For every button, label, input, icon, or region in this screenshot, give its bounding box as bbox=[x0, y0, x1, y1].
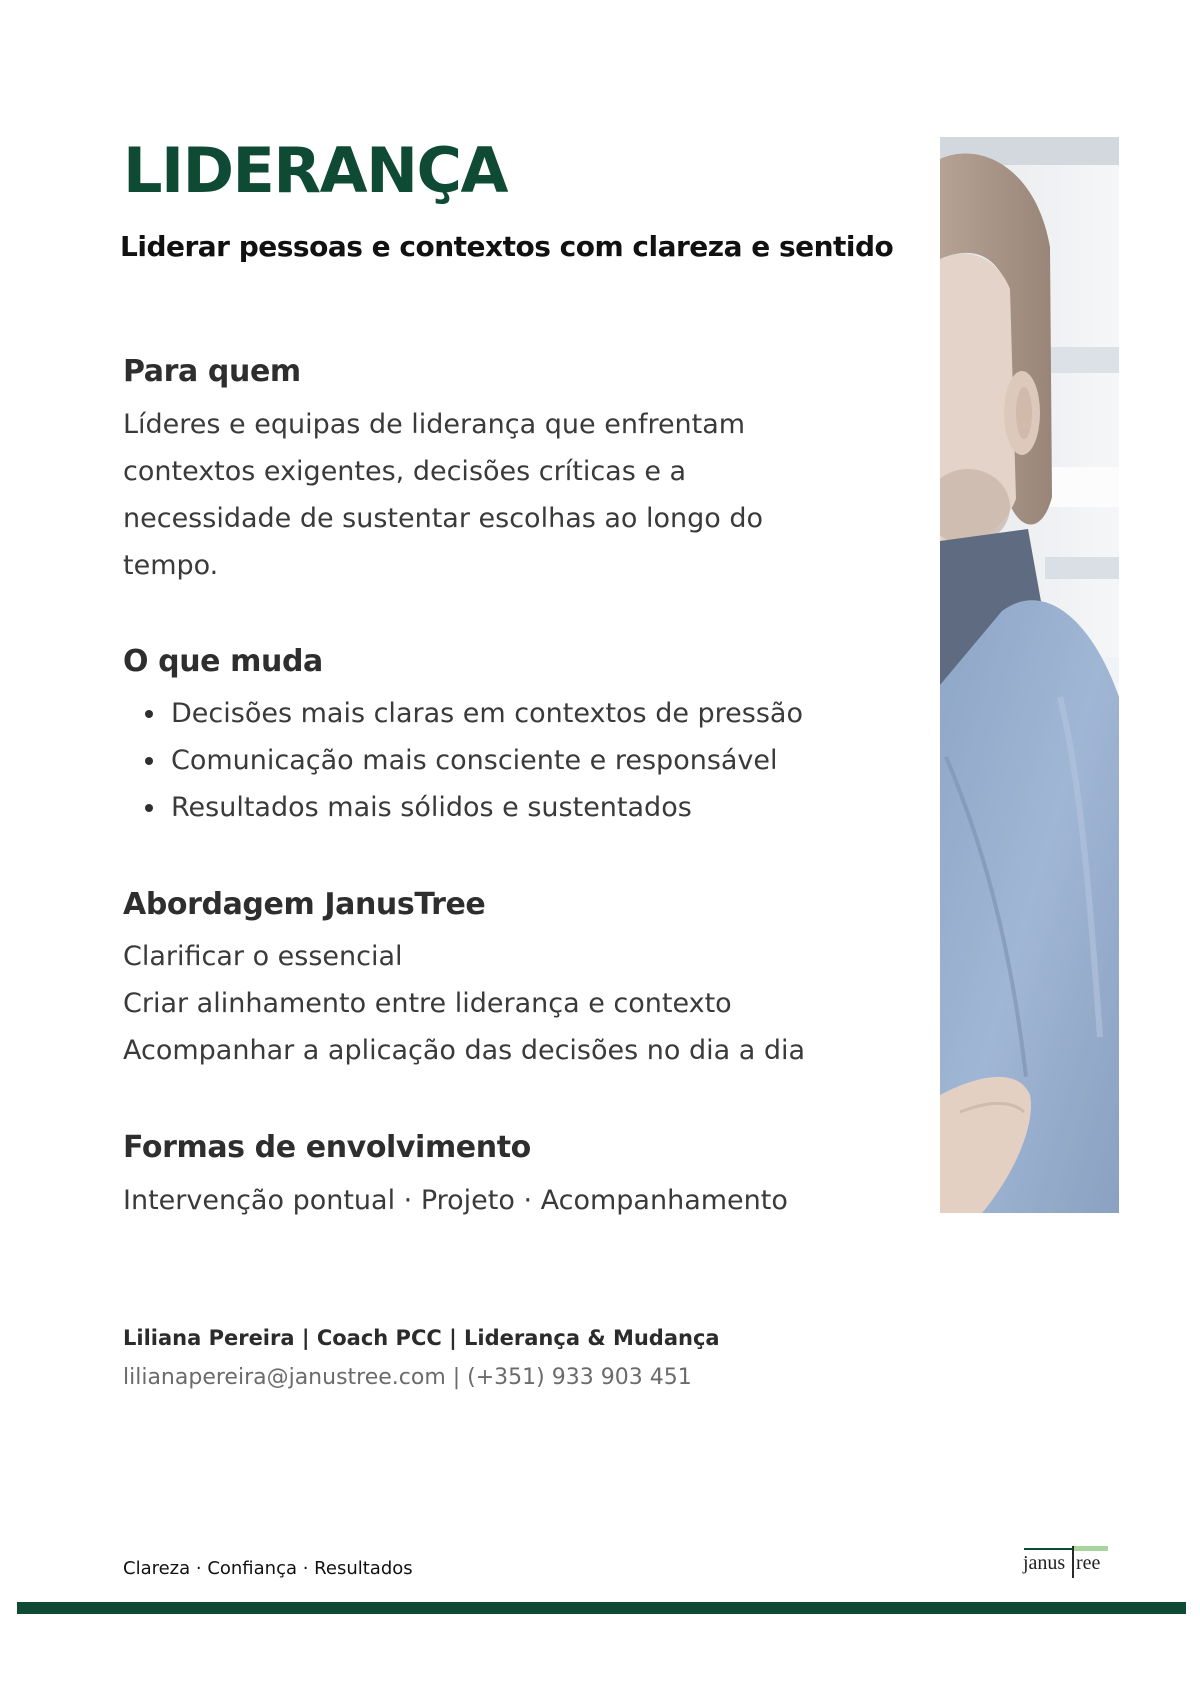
body-line: contextos exigentes, decisões críticas e a bbox=[123, 456, 687, 487]
body-line: tempo. bbox=[123, 550, 219, 581]
section-heading-abordagem: Abordagem JanusTree bbox=[123, 887, 486, 922]
footer-tagline: Clareza · Confiança · Resultados bbox=[123, 1558, 413, 1579]
bullet-icon bbox=[145, 804, 153, 812]
body-line: Clarificar o essencial bbox=[123, 941, 403, 972]
body-line: Criar alinhamento entre liderança e contexto bbox=[123, 988, 732, 1019]
section-body-para-quem bbox=[123, 401, 763, 589]
contact-details-line: lilianapereira@janustree.com | (+351) 933 903 451 bbox=[123, 1365, 692, 1390]
list-item-text: Comunicação mais consciente e responsável bbox=[171, 745, 778, 776]
section-body-formas bbox=[123, 1177, 788, 1224]
bullet-icon bbox=[145, 757, 153, 765]
logo-word-left: janus bbox=[1023, 1552, 1066, 1574]
portrait-photo bbox=[940, 137, 1119, 1213]
page-subtitle: Liderar pessoas e contextos com clareza e sentido bbox=[120, 230, 894, 263]
logo-stem bbox=[1072, 1546, 1074, 1578]
janustree-logo bbox=[1020, 1546, 1110, 1580]
body-line: necessidade de sustentar escolhas ao longo do bbox=[123, 503, 764, 534]
body-line: Intervenção pontual · Projeto · Acompanhamento bbox=[123, 1185, 788, 1216]
body-line: Líderes e equipas de liderança que enfrentam bbox=[123, 409, 746, 440]
footer-accent-bar bbox=[17, 1602, 1186, 1614]
list-item-text: Decisões mais claras em contextos de pressão bbox=[171, 698, 803, 729]
contact-name-line: Liliana Pereira | Coach PCC | Liderança & Mudança bbox=[123, 1326, 720, 1350]
list-item-text: Resultados mais sólidos e sustentados bbox=[171, 792, 692, 823]
page-title: LIDERANÇA bbox=[123, 134, 507, 207]
section-heading-o-que-muda: O que muda bbox=[123, 644, 323, 679]
body-line: Acompanhar a aplicação das decisões no dia a dia bbox=[123, 1035, 806, 1066]
logo-bar-dark bbox=[1024, 1548, 1072, 1550]
section-heading-formas: Formas de envolvimento bbox=[123, 1130, 531, 1165]
bullet-icon bbox=[145, 710, 153, 718]
section-body-abordagem bbox=[123, 933, 805, 1074]
logo-word-right: ree bbox=[1076, 1552, 1101, 1574]
section-heading-para-quem: Para quem bbox=[123, 354, 301, 389]
